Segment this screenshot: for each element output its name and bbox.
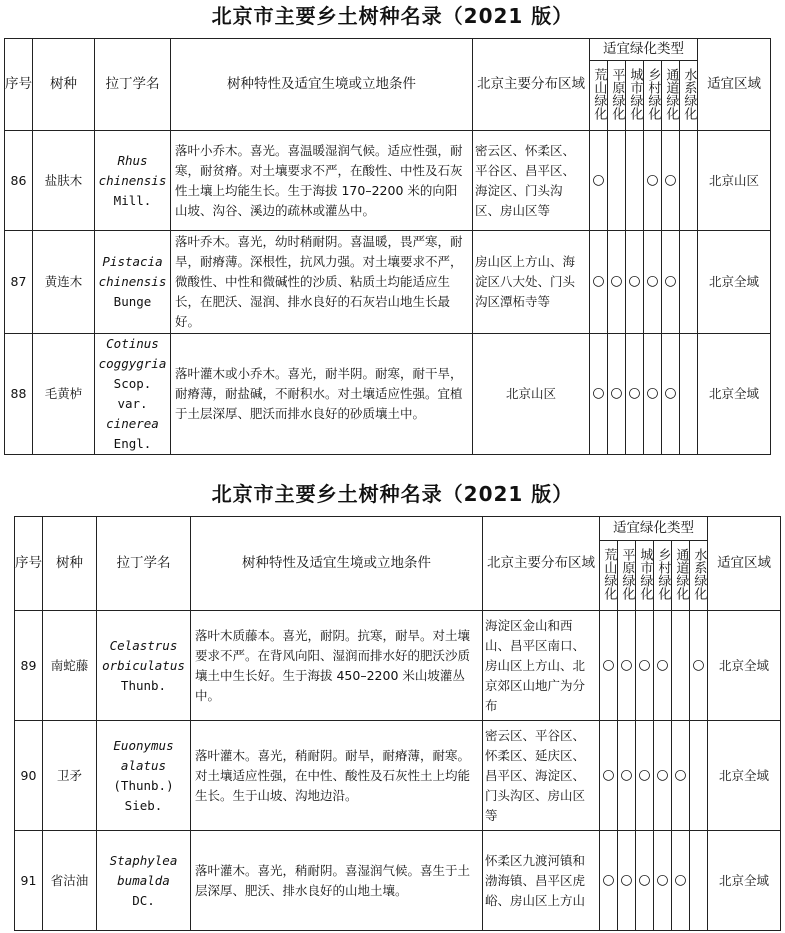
- table-row: [5, 131, 771, 231]
- greening-type-label: [680, 61, 698, 131]
- distribution-cell: 海淀区金山和西山、昌平区南口、房山区上方山、北京郊区山地广为分布: [483, 611, 600, 721]
- greening-mark: ○: [654, 831, 672, 931]
- greening-mark: ○: [690, 611, 708, 721]
- greening-mark: ○: [662, 231, 680, 334]
- latin-header: 拉丁学名: [97, 517, 191, 611]
- species-name-cell: 南蛇藤: [43, 611, 97, 721]
- greening-mark: ○: [590, 231, 608, 334]
- greening-type-text: 城市绿化: [627, 67, 643, 120]
- greening-mark: ○: [600, 721, 618, 831]
- greening-mark: [608, 131, 626, 231]
- species-name-cell: 盐肤木: [33, 131, 95, 231]
- latin-italic-part: Cotinus: [106, 336, 159, 351]
- seq-header: 序号: [5, 39, 33, 131]
- latin-header: 拉丁学名: [95, 39, 171, 131]
- latin-italic-part: chinensis: [98, 172, 167, 188]
- traits-header: 树种特性及适宜生境或立地条件: [191, 517, 483, 611]
- latin-italic-part: alatus: [120, 757, 167, 773]
- latin-italic-part: bumalda: [117, 872, 170, 888]
- latin-author-part: Sieb.: [124, 797, 163, 813]
- latin-author-part: Bunge: [113, 294, 152, 309]
- greening-mark: ○: [672, 831, 690, 931]
- table-row: [15, 721, 781, 831]
- species-name-cell: 省沽油: [43, 831, 97, 931]
- greening-type-text: 荒山绿化: [591, 67, 607, 120]
- greening-mark: ○: [672, 721, 690, 831]
- distribution-cell: 房山区上方山、海淀区八大处、门头沟区潭柘寺等: [473, 231, 590, 334]
- latin-author-part: (Thunb.): [113, 777, 174, 793]
- greening-mark: ○: [618, 721, 636, 831]
- greening-mark: ○: [644, 334, 662, 455]
- tree-species-table: [14, 516, 781, 931]
- seq-cell: 87: [5, 231, 33, 334]
- distribution-header: 北京主要分布区域: [483, 517, 600, 611]
- seq-cell: 89: [15, 611, 43, 721]
- greening-type-header: 适宜绿化类型: [590, 39, 698, 61]
- greening-type-label: [618, 541, 636, 611]
- greening-type-label: [662, 61, 680, 131]
- latin-italic-part: Pistacia: [102, 254, 163, 269]
- greening-mark: [680, 334, 698, 455]
- distribution-cell: 密云区、平谷区、怀柔区、延庆区、昌平区、海淀区、门头沟区、房山区等: [483, 721, 600, 831]
- greening-mark: [680, 231, 698, 334]
- region-cell: 北京山区: [698, 131, 771, 231]
- greening-mark: ○: [654, 721, 672, 831]
- greening-mark: ○: [618, 611, 636, 721]
- greening-type-label: [672, 541, 690, 611]
- greening-mark: ○: [662, 334, 680, 455]
- greening-mark: ○: [636, 721, 654, 831]
- greening-mark: ○: [600, 611, 618, 721]
- greening-type-label: [608, 61, 626, 131]
- greening-mark: ○: [644, 131, 662, 231]
- latin-author-part: Scop. var.: [113, 376, 152, 411]
- latin-name-cell: [95, 131, 171, 231]
- tree-species-table: [4, 38, 771, 455]
- latin-italic-part: Staphylea: [109, 852, 178, 868]
- greening-mark: [672, 611, 690, 721]
- greening-mark: ○: [626, 231, 644, 334]
- distribution-cell: 北京山区: [473, 334, 590, 455]
- table-row: [5, 334, 771, 455]
- page-title: 北京市主要乡土树种名录（2021 版）: [211, 482, 574, 506]
- latin-name-cell: [97, 831, 191, 931]
- greening-type-text: 荒山绿化: [601, 547, 617, 600]
- seq-cell: 86: [5, 131, 33, 231]
- greening-type-label: [654, 541, 672, 611]
- greening-type-text: 水系绿化: [691, 547, 707, 600]
- table-row: [5, 231, 771, 334]
- greening-mark: ○: [600, 831, 618, 931]
- species-name-cell: 毛黄栌: [33, 334, 95, 455]
- latin-italic-part: Celastrus: [109, 637, 178, 653]
- table-row: [15, 831, 781, 931]
- latin-italic-part: Euonymus: [113, 737, 174, 753]
- greening-type-label: [690, 541, 708, 611]
- traits-cell: 落叶灌木。喜光，稍耐阴。喜湿润气候。喜生于土层深厚、肥沃、排水良好的山地土壤。: [191, 831, 483, 931]
- seq-cell: 88: [5, 334, 33, 455]
- greening-mark: ○: [644, 231, 662, 334]
- species-name-cell: 卫矛: [43, 721, 97, 831]
- latin-author-part: Thunb.: [120, 677, 167, 693]
- greening-type-label: [590, 61, 608, 131]
- seq-cell: 91: [15, 831, 43, 931]
- latin-author-part: Engl.: [113, 436, 152, 451]
- region-header: 适宜区域: [708, 517, 781, 611]
- greening-type-text: 城市绿化: [637, 547, 653, 600]
- greening-mark: ○: [636, 831, 654, 931]
- region-cell: 北京全域: [698, 231, 771, 334]
- latin-italic-part: coggygria: [98, 356, 167, 371]
- greening-type-text: 乡村绿化: [655, 547, 671, 600]
- traits-header: 树种特性及适宜生境或立地条件: [171, 39, 473, 131]
- greening-mark: [680, 131, 698, 231]
- greening-type-header: 适宜绿化类型: [600, 517, 708, 541]
- greening-type-label: [636, 541, 654, 611]
- region-cell: 北京全域: [708, 831, 781, 931]
- greening-type-text: 平原绿化: [619, 547, 635, 600]
- greening-mark: ○: [654, 611, 672, 721]
- greening-type-text: 通道绿化: [673, 547, 689, 600]
- species-header: 树种: [43, 517, 97, 611]
- table-row: [15, 611, 781, 721]
- latin-name-cell: [95, 231, 171, 334]
- traits-cell: 落叶灌木。喜光，稍耐阴。耐旱，耐瘠薄，耐寒。对土壤适应性强，在中性、酸性及石灰性土上均能生长。生于山坡、沟地边沿。: [191, 721, 483, 831]
- latin-name-cell: [95, 334, 171, 455]
- greening-type-text: 平原绿化: [609, 67, 625, 120]
- species-header: 树种: [33, 39, 95, 131]
- page-title: 北京市主要乡土树种名录（2021 版）: [211, 4, 574, 28]
- distribution-cell: 密云区、怀柔区、平谷区、昌平区、海淀区、门头沟区、房山区等: [473, 131, 590, 231]
- greening-mark: [690, 831, 708, 931]
- traits-cell: 落叶乔木。喜光，幼时稍耐阴。喜温暖，畏严寒，耐旱，耐瘠薄。深根性，抗风力强。对土壤要求不严，微酸性、中性和微碱性的沙质、粘质土均能适应生长，在肥沃、湿润、排水良好的石灰岩山地生长最好。: [171, 231, 473, 334]
- latin-italic-part: cinerea: [106, 416, 159, 431]
- region-cell: 北京全域: [708, 721, 781, 831]
- greening-mark: ○: [618, 831, 636, 931]
- greening-mark: [626, 131, 644, 231]
- latin-author-part: Mill.: [113, 192, 152, 208]
- greening-type-label: [626, 61, 644, 131]
- greening-mark: ○: [636, 611, 654, 721]
- region-cell: 北京全域: [708, 611, 781, 721]
- seq-header: 序号: [15, 517, 43, 611]
- greening-mark: ○: [590, 334, 608, 455]
- species-name-cell: 黄连木: [33, 231, 95, 334]
- latin-name-cell: [97, 721, 191, 831]
- latin-italic-part: orbiculatus: [102, 657, 185, 673]
- distribution-cell: 怀柔区九渡河镇和渤海镇、昌平区虎峪、房山区上方山: [483, 831, 600, 931]
- region-header: 适宜区域: [698, 39, 771, 131]
- latin-name-cell: [97, 611, 191, 721]
- greening-mark: ○: [662, 131, 680, 231]
- greening-type-label: [644, 61, 662, 131]
- traits-cell: 落叶小乔木。喜光。喜温暖湿润气候。适应性强，耐寒，耐贫瘠。对土壤要求不严，在酸性、中性及石灰性土壤上均能生长。生于海拔 170–2200 米的向阳山坡、沟谷、溪边的疏林或灌丛中。: [171, 131, 473, 231]
- greening-type-text: 水系绿化: [681, 67, 697, 120]
- seq-cell: 90: [15, 721, 43, 831]
- region-cell: 北京全域: [698, 334, 771, 455]
- greening-mark: ○: [608, 231, 626, 334]
- greening-mark: ○: [608, 334, 626, 455]
- greening-mark: ○: [626, 334, 644, 455]
- traits-cell: 落叶灌木或小乔木。喜光，耐半阴。耐寒，耐干旱，耐瘠薄，耐盐碱，不耐积水。对土壤适应性强。宜植于土层深厚、肥沃而排水良好的砂质壤土中。: [171, 334, 473, 455]
- greening-mark: ○: [590, 131, 608, 231]
- latin-italic-part: Rhus: [117, 152, 148, 168]
- greening-type-label: [600, 541, 618, 611]
- traits-cell: 落叶木质藤本。喜光，耐阴。抗寒，耐旱。对土壤要求不严。在背风向阳、湿润而排水好的肥沃沙质壤土中生长好。生于海拔 450–2200 米山坡灌丛中。: [191, 611, 483, 721]
- latin-italic-part: chinensis: [98, 274, 167, 289]
- greening-type-text: 通道绿化: [663, 67, 679, 120]
- distribution-header: 北京主要分布区域: [473, 39, 590, 131]
- greening-type-text: 乡村绿化: [645, 67, 661, 120]
- greening-mark: [690, 721, 708, 831]
- latin-author-part: DC.: [132, 892, 155, 908]
